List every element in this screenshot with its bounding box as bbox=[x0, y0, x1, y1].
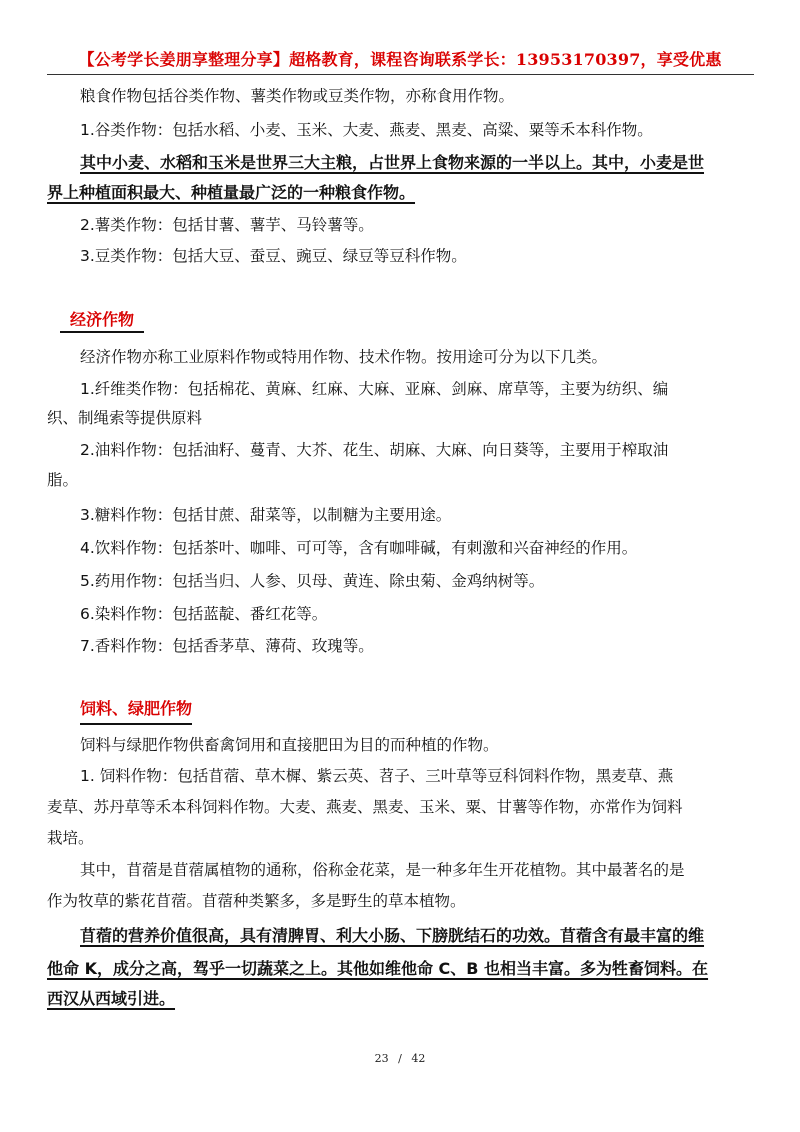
grain-bold-line-2: 界上种植面积最大、种植量最广泛的一种粮食作物。 bbox=[47, 183, 416, 202]
economic-item-1-line-1: 1.纤维类作物：包括棉花、黄麻、红麻、大麻、亚麻、剑麻、席草等，主要为纺织、编 bbox=[80, 380, 669, 398]
feed-para-line-1: 其中，苜蓿是苜蓿属植物的通称，俗称金花菜，是一种多年生开花植物。其中最著名的是 bbox=[80, 861, 685, 879]
page-current: 23 bbox=[374, 1052, 389, 1065]
economic-item-4: 4.饮料作物：包括茶叶、咖啡、可可等，含有咖啡碱，有刺激和兴奋神经的作用。 bbox=[80, 539, 638, 557]
feed-intro: 饲料与绿肥作物供畜禽饲用和直接肥田为目的而种植的作物。 bbox=[80, 736, 499, 754]
feed-heading: 饲料、绿肥作物 bbox=[80, 696, 192, 725]
page-separator: / bbox=[398, 1052, 402, 1065]
feed-para-line-2: 作为牧草的紫花苜蓿。苜蓿种类繁多，多是野生的草本植物。 bbox=[47, 892, 466, 910]
economic-item-2-line-2: 脂。 bbox=[47, 471, 79, 489]
economic-item-2-line-1: 2.油料作物：包括油籽、蔓青、大芥、花生、胡麻、大麻、向日葵等，主要用于榨取油 bbox=[80, 441, 669, 459]
economic-heading bbox=[60, 307, 144, 333]
economic-item-3: 3.糖料作物：包括甘蔗、甜菜等，以制糖为主要用途。 bbox=[80, 506, 452, 524]
grain-item-1: 1.谷类作物：包括水稻、小麦、玉米、大麦、燕麦、黑麦、高粱、粟等禾本科作物。 bbox=[80, 121, 653, 139]
page-number bbox=[0, 1052, 800, 1065]
grain-intro: 粮食作物包括谷类作物、薯类作物或豆类作物，亦称食用作物。 bbox=[80, 87, 515, 105]
economic-item-1-line-2: 织、制绳索等提供原料 bbox=[47, 409, 203, 427]
feed-bold-line-1: 苜蓿的营养价值很高，具有清脾胃、利大小肠、下膀胱结石的功效。苜蓿含有最丰富的维 bbox=[80, 926, 705, 945]
economic-heading-text: 经济作物 bbox=[60, 310, 144, 333]
economic-intro: 经济作物亦称工业原料作物或特用作物、技术作物。按用途可分为以下几类。 bbox=[80, 348, 608, 366]
grain-item-3: 3.豆类作物：包括大豆、蚕豆、豌豆、绿豆等豆科作物。 bbox=[80, 247, 467, 265]
economic-item-5: 5.药用作物：包括当归、人参、贝母、黄连、除虫菊、金鸡纳树等。 bbox=[80, 572, 545, 590]
header-divider bbox=[47, 74, 754, 75]
feed-item-1-line-2: 麦草、苏丹草等禾本科饲料作物。大麦、燕麦、黑麦、玉米、粟、甘薯等作物，亦常作为饲料 bbox=[47, 798, 683, 816]
feed-bold-line-2: 他命 K，成分之高，驾乎一切蔬菜之上。其他如维他命 C、B 也相当丰富。多为牲畜饲料。在 bbox=[47, 959, 709, 978]
feed-item-1-line-1: 1. 饲料作物：包括苜蓿、草木樨、紫云英、苕子、三叶草等豆科饲料作物，黑麦草、燕 bbox=[80, 767, 674, 785]
feed-bold-line-3: 西汉从西域引进。 bbox=[47, 989, 176, 1008]
grain-item-2: 2.薯类作物：包括甘薯、薯芋、马铃薯等。 bbox=[80, 216, 374, 234]
economic-item-7: 7.香料作物：包括香茅草、薄荷、玫瑰等。 bbox=[80, 637, 374, 655]
economic-item-6: 6.染料作物：包括蓝靛、番红花等。 bbox=[80, 605, 328, 623]
page-header: 【公考学长姜朋享整理分享】超格教育，课程咨询联系学长：13953170397，享受优惠 bbox=[78, 50, 722, 69]
grain-bold-line-1: 其中小麦、水稻和玉米是世界三大主粮，占世界上食物来源的一半以上。其中，小麦是世 bbox=[80, 153, 705, 172]
feed-item-1-line-3: 栽培。 bbox=[47, 829, 94, 847]
page-total: 42 bbox=[411, 1052, 426, 1065]
